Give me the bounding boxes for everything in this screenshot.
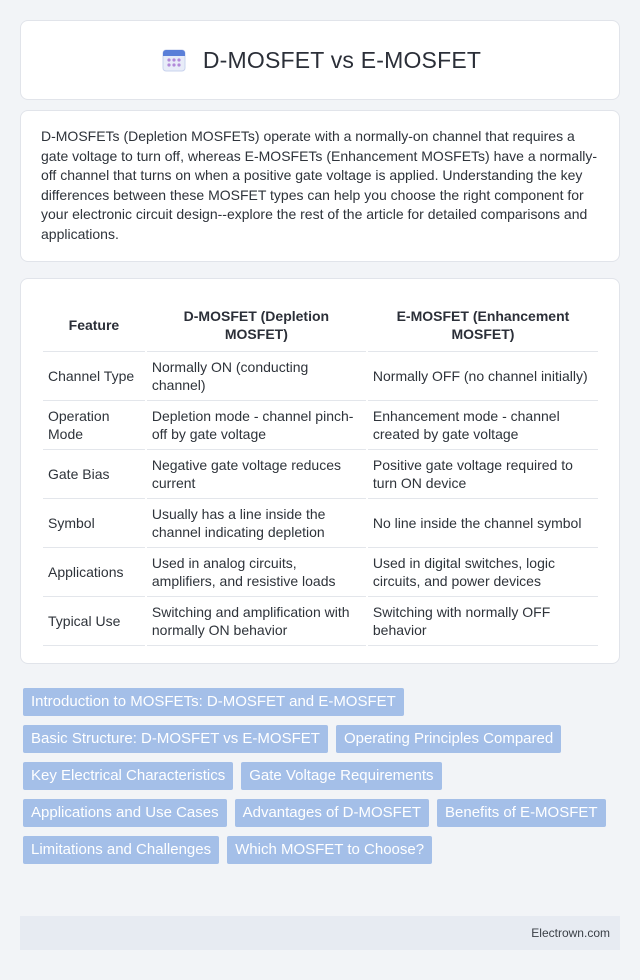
table-row	[43, 450, 598, 499]
header-feature: Feature	[43, 299, 145, 352]
e-mosfet-cell: Switching with normally OFF behavior	[368, 597, 598, 646]
topic-links	[23, 688, 613, 864]
table-row	[43, 597, 598, 646]
e-mosfet-cell: Enhancement mode - channel created by gate voltage	[368, 401, 598, 450]
feature-cell: Typical Use	[43, 597, 145, 646]
intro-card	[20, 110, 620, 262]
d-mosfet-cell: Depletion mode - channel pinch-off by gate voltage	[147, 401, 366, 450]
footer-site-name[interactable]: Electrown.com	[531, 926, 610, 940]
d-mosfet-cell: Normally ON (conducting channel)	[147, 352, 366, 401]
title-wrap	[159, 45, 481, 75]
topic-link-which-to-choose[interactable]: Which MOSFET to Choose?	[227, 836, 432, 864]
table-row	[43, 352, 598, 401]
table-row	[43, 548, 598, 597]
d-mosfet-cell: Negative gate voltage reduces current	[147, 450, 366, 499]
topic-link-electrical-characteristics[interactable]: Key Electrical Characteristics	[23, 762, 233, 790]
d-mosfet-cell: Usually has a line inside the channel indicating depletion	[147, 499, 366, 548]
d-mosfet-cell: Used in analog circuits, amplifiers, and resistive loads	[147, 548, 366, 597]
e-mosfet-cell: Used in digital switches, logic circuits, and power devices	[368, 548, 598, 597]
topic-link-gate-voltage[interactable]: Gate Voltage Requirements	[241, 762, 441, 790]
topic-link-benefits-e-mosfet[interactable]: Benefits of E-MOSFET	[437, 799, 606, 827]
feature-cell: Symbol	[43, 499, 145, 548]
topic-link-limitations[interactable]: Limitations and Challenges	[23, 836, 219, 864]
topic-link-basic-structure[interactable]: Basic Structure: D-MOSFET vs E-MOSFET	[23, 725, 328, 753]
calendar-grid-icon	[159, 45, 189, 75]
table-row	[43, 499, 598, 548]
topic-link-introduction[interactable]: Introduction to MOSFETs: D-MOSFET and E-MOSFET	[23, 688, 404, 716]
footer	[20, 916, 620, 950]
feature-cell: Applications	[43, 548, 145, 597]
feature-cell: Channel Type	[43, 352, 145, 401]
header-d-mosfet: D-MOSFET (Depletion MOSFET)	[147, 299, 366, 352]
feature-cell: Gate Bias	[43, 450, 145, 499]
comparison-table	[41, 299, 600, 646]
e-mosfet-cell: No line inside the channel symbol	[368, 499, 598, 548]
feature-cell: Operation Mode	[43, 401, 145, 450]
comparison-table-card	[20, 278, 620, 664]
e-mosfet-cell: Normally OFF (no channel initially)	[368, 352, 598, 401]
d-mosfet-cell: Switching and amplification with normally ON behavior	[147, 597, 366, 646]
table-row	[43, 401, 598, 450]
intro-paragraph: D-MOSFETs (Depletion MOSFETs) operate with a normally-on channel that requires a gate voltage to turn off, whereas E-MOSFETs (Enhancement MOSFETs) have a normally-off channel that turns on when a positive gate voltage is applied. Understanding the key differences between these MOSFET types can help you choose the right component for your electronic circuit design--explore the rest of the article for detailed comparisons and applications.	[41, 128, 598, 242]
topic-link-operating-principles[interactable]: Operating Principles Compared	[336, 725, 561, 753]
table-header-row	[43, 299, 598, 352]
topic-link-advantages-d-mosfet[interactable]: Advantages of D-MOSFET	[235, 799, 429, 827]
header-card	[20, 20, 620, 100]
e-mosfet-cell: Positive gate voltage required to turn ON device	[368, 450, 598, 499]
page-title: D-MOSFET vs E-MOSFET	[202, 46, 482, 73]
header-e-mosfet: E-MOSFET (Enhancement MOSFET)	[368, 299, 598, 352]
topic-link-applications[interactable]: Applications and Use Cases	[23, 799, 227, 827]
